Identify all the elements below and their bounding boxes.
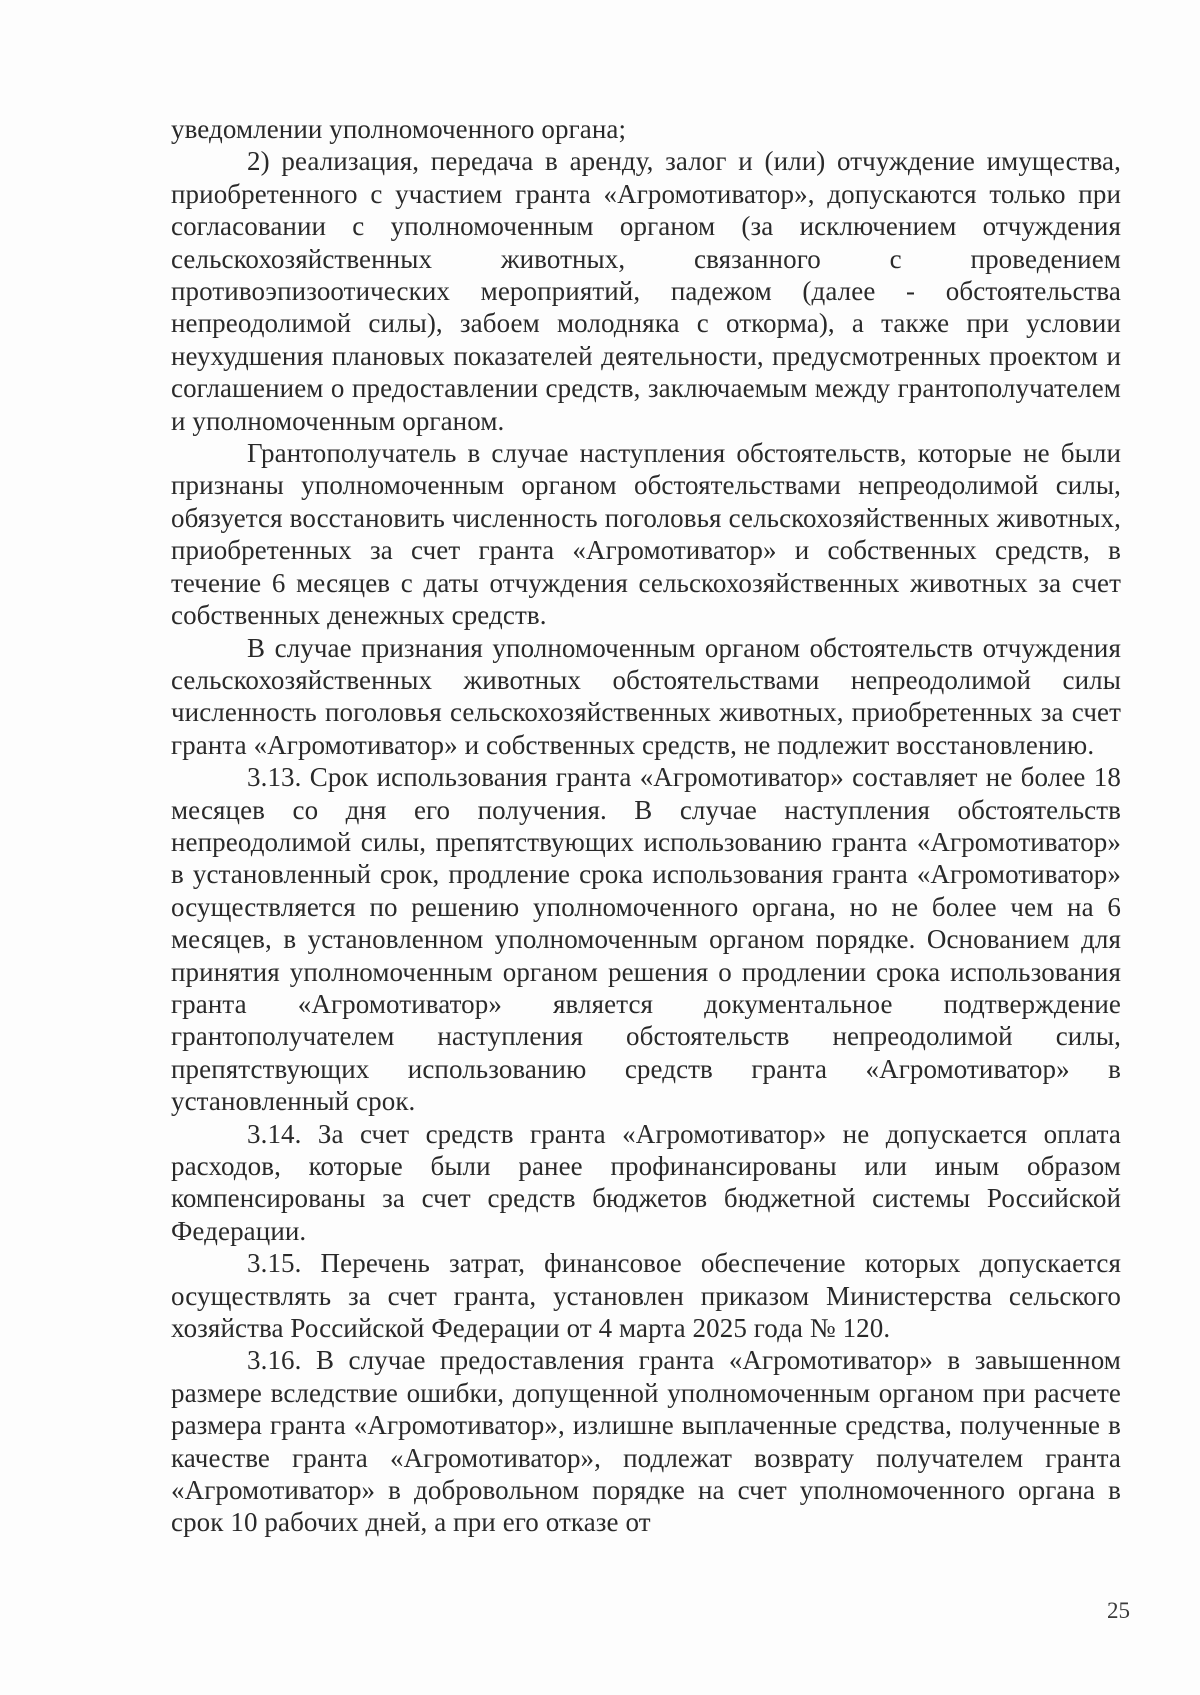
page-number: 25	[1107, 1598, 1130, 1623]
paragraph-3-15: 3.15. Перечень затрат, финансовое обеспечение которых допускается осуществлять за счет гранта, установлен приказом Министерства сельского хозяйства Российской Федерации от 4 марта 2025 года № 120.	[171, 1248, 1121, 1344]
paragraph-3-16: 3.16. В случае предоставления гранта «Агромотиватор» в завышенном размере вследствие ошибки, допущенной уполномоченным органом при расчете размера гранта «Агромотиватор», излишне выплаченные средства, полученные в качестве гранта «Агромотиватор», подлежат возврату получателем гранта «Агромотиватор» в добровольном порядке на счет уполномоченного органа в срок 10 рабочих дней, а при его отказе от	[171, 1345, 1121, 1538]
paragraph-force-majeure-recognition: В случае признания уполномоченным органом обстоятельств отчуждения сельскохозяйственных животных обстоятельствами непреодолимой силы численность поголовья сельскохозяйственных животных, приобретенных за счет гранта «Агромотиватор» и собственных средств, не подлежит восстановлению.	[171, 632, 1121, 760]
paragraph-3-13: 3.13. Срок использования гранта «Агромотиватор» составляет не более 18 месяцев со дня его получения. В случае наступления обстоятельств непреодолимой силы, препятствующих использованию гранта «Агромотиватор» в установленный срок, продление срока использования гранта «Агромотиватор» осуществляется по решению уполномоченного органа, но не более чем на 6 месяцев, в установленном уполномоченным органом порядке. Основанием для принятия уполномоченным органом решения о продлении срока использования гранта «Агромотиватор» является документальное подтверждение грантополучателем наступления обстоятельств непреодолимой силы, препятствующих использованию средств гранта «Агромотиватор» в установленный срок.	[171, 762, 1121, 1117]
paragraph-item-2: 2) реализация, передача в аренду, залог и (или) отчуждение имущества, приобретенного с участием гранта «Агромотиватор», допускаются только при согласовании с уполномоченным органом (за исключением отчуждения сельскохозяйственных животных, связанного с проведением противоэпизоотических мероприятий, падежом (далее - обстоятельства непреодолимой силы), забоем молодняка с откорма), а также при условии неухудшения плановых показателей деятельности, предусмотренных проектом и соглашением о предоставлении средств, заключаемым между грантополучателем и уполномоченным органом.	[171, 146, 1121, 436]
paragraph-grant-recipient-obligation: Грантополучатель в случае наступления обстоятельств, которые не были признаны уполномоченным органом обстоятельствами непреодолимой силы, обязуется восстановить численность поголовья сельскохозяйственных животных, приобретенных за счет гранта «Агромотиватор» и собственных средств, в течение 6 месяцев с даты отчуждения сельскохозяйственных животных за счет собственных денежных средств.	[171, 438, 1121, 631]
document-body	[171, 113, 1121, 1539]
paragraph-3-14: 3.14. За счет средств гранта «Агромотиватор» не допускается оплата расходов, которые были ранее профинансированы или иным образом компенсированы за счет средств бюджетов бюджетной системы Российской Федерации.	[171, 1118, 1121, 1246]
paragraph-continuation: уведомлении уполномоченного органа;	[171, 114, 627, 144]
